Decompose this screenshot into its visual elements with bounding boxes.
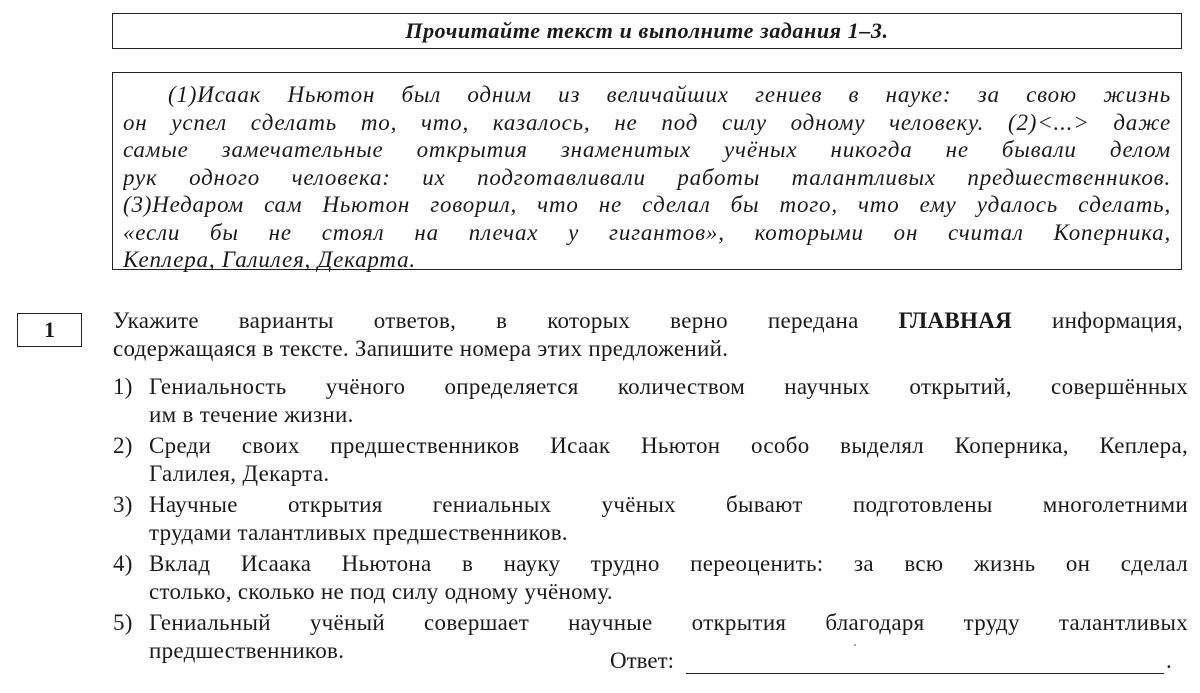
option-text-line: им в течение жизни. — [149, 401, 354, 427]
task-number-box — [17, 313, 82, 347]
answer-label: Ответ: — [610, 648, 675, 673]
option-text-line: Научные открытия гениальных учёных бывают подготовлены многолетними — [149, 492, 1188, 517]
task-number: 1 — [44, 317, 55, 342]
option-text-line: трудами талантливых предшественников. — [149, 519, 568, 545]
passage-line: Кеплера, Галилея, Декарта. — [123, 247, 416, 272]
answer-row — [610, 648, 1172, 674]
option-number: 2) — [113, 433, 133, 458]
question-line — [113, 307, 1183, 335]
option-text-line: предшественников. — [149, 637, 345, 663]
question-emphasis: ГЛАВНАЯ — [898, 308, 1013, 333]
instruction-header — [112, 13, 1182, 49]
option-text-line: Галилея, Декарта. — [149, 460, 330, 486]
answer-option-2 — [113, 432, 1188, 487]
question-text-pre: Укажите варианты ответов, в которых верно передана — [113, 308, 899, 333]
option-number: 3) — [113, 492, 133, 517]
answer-input-line[interactable] — [686, 649, 1164, 674]
option-number: 4) — [113, 551, 133, 576]
answer-option-3 — [113, 491, 1188, 546]
passage-line: самые замечательные открытия знаменитых учёных никогда не бывали делом — [123, 137, 1171, 162]
answer-options-list — [113, 373, 1188, 668]
print-speck — [854, 644, 856, 646]
answer-terminator: . — [1166, 648, 1172, 673]
option-text-line: Вклад Исаака Ньютона в науку трудно переоценить: за всю жизнь он сделал — [149, 551, 1188, 576]
reading-passage — [112, 72, 1182, 270]
option-text-line: столько, сколько не под силу одному учёному. — [149, 578, 613, 604]
option-number: 5) — [113, 610, 133, 635]
answer-option-4 — [113, 550, 1188, 605]
answer-option-1 — [113, 373, 1188, 428]
option-text-line: Среди своих предшественников Исаак Ньютон особо выделял Коперника, Кеплера, — [149, 433, 1188, 458]
passage-line: (3)Недаром сам Ньютон говорил, что не сделал бы того, что ему удалось сделать, — [123, 192, 1171, 217]
question-text-post: информация, — [1012, 308, 1183, 333]
passage-line: рук одного человека: их подготавливали работы талантливых предшественников. — [123, 164, 1171, 190]
task-question — [113, 307, 1183, 363]
question-line: содержащаяся в тексте. Запишите номера этих предложений. — [113, 336, 729, 361]
instruction-text: Прочитайте текст и выполните задания 1–3. — [405, 18, 889, 43]
option-text-line: Гениальность учёного определяется количеством научных открытий, совершённых — [149, 374, 1188, 399]
passage-line: «если бы не стоял на плечах у гигантов», которыми он считал Коперника, — [123, 219, 1171, 245]
option-text-line: Гениальный учёный совершает научные открытия благодаря труду талантливых — [149, 610, 1188, 635]
passage-line: (1)Исаак Ньютон был одним из величайших гениев в науке: за свою жизнь — [168, 82, 1171, 107]
passage-line: он успел сделать то, что, казалось, не под силу одному человеку. (2)<...> даже — [123, 109, 1171, 135]
option-number: 1) — [113, 374, 133, 399]
